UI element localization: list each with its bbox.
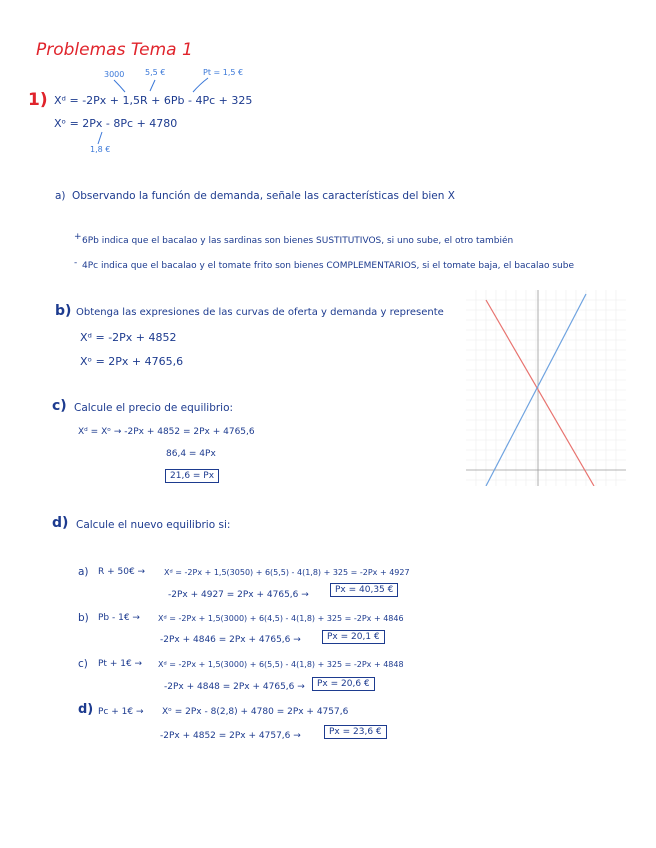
part-b-question: Obtenga las expresiones de las curvas de oferta y demanda y represente <box>76 307 444 318</box>
annotation-renta: 3000 <box>104 70 125 79</box>
part-d-item-eq2: -2Px + 4852 = 2Px + 4757,6 → <box>160 731 301 741</box>
part-d-item-eq2: -2Px + 4848 = 2Px + 4765,6 → <box>164 682 305 692</box>
demand-equation: Xᵈ = -2Px + 1,5R + 6Pb - 4Pc + 325 <box>54 94 253 107</box>
part-c-line-2: 86,4 = 4Px <box>166 449 216 459</box>
part-a-sign-1: + <box>74 232 82 242</box>
annotation-pb: 5,5 € <box>145 68 166 77</box>
part-a-sign-2: - <box>74 258 78 268</box>
part-a-question: Observando la función de demanda, señale las características del bien X <box>72 190 455 202</box>
part-d-label: d) <box>52 515 69 531</box>
demand-curve <box>486 300 594 486</box>
part-d-item-result: Px = 40,35 € <box>330 583 398 597</box>
part-d-item-cond: Pc + 1€ → <box>98 707 144 717</box>
part-d-item-eq1: Xᵈ = -2Px + 1,5(3050) + 6(5,5) - 4(1,8) + 325 = -2Px + 4927 <box>164 568 410 577</box>
annotation-pt: Pt = 1,5 € <box>203 68 244 77</box>
page-title: Problemas Tema 1 <box>36 40 193 60</box>
part-b-demand: Xᵈ = -2Px + 4852 <box>80 331 177 344</box>
part-d-item-cond: Pb - 1€ → <box>98 613 140 623</box>
part-d-item-eq1: Xᵈ = -2Px + 1,5(3000) + 6(5,5) - 4(1,8) + 325 = -2Px + 4848 <box>158 660 404 669</box>
part-d-item-label: b) <box>78 612 89 624</box>
part-d-item-result: Px = 23,6 € <box>324 725 387 739</box>
part-d-item-result: Px = 20,6 € <box>312 677 375 691</box>
part-c-result: 21,6 = Px <box>165 469 219 483</box>
problem-number: 1) <box>28 90 48 110</box>
part-d-item-label: d) <box>78 702 94 717</box>
part-d-item-cond: R + 50€ → <box>98 567 146 577</box>
annotation-pc: 1,8 € <box>90 145 111 154</box>
part-b-label: b) <box>55 303 72 319</box>
part-d-item-label: a) <box>78 566 89 578</box>
part-d-item-cond: Pt + 1€ → <box>98 659 143 669</box>
part-d-item-eq2: -2Px + 4927 = 2Px + 4765,6 → <box>168 590 309 600</box>
part-d-item-eq1: Xᵈ = -2Px + 1,5(3000) + 6(4,5) - 4(1,8) + 325 = -2Px + 4846 <box>158 614 404 623</box>
part-a-line-2: 4Pc indica que el bacalao y el tomate frito son bienes COMPLEMENTARIOS, si el tomate baja, el bacalao sube <box>82 261 574 271</box>
part-c-line-1: Xᵈ = Xᵒ → -2Px + 4852 = 2Px + 4765,6 <box>78 427 255 437</box>
supply-equation: Xᵒ = 2Px - 8Pc + 4780 <box>54 117 178 130</box>
part-d-item-result: Px = 20,1 € <box>322 630 385 644</box>
part-d-question: Calcule el nuevo equilibrio si: <box>76 519 231 531</box>
part-b-supply: Xᵒ = 2Px + 4765,6 <box>80 355 184 368</box>
supply-demand-graph <box>466 290 626 486</box>
part-a-label: a) <box>55 190 66 202</box>
part-c-question: Calcule el precio de equilibrio: <box>74 402 234 414</box>
part-d-item-eq1: Xᵒ = 2Px - 8(2,8) + 4780 = 2Px + 4757,6 <box>162 707 349 717</box>
part-a-line-1: 6Pb indica que el bacalao y las sardinas son bienes SUSTITUTIVOS, si uno sube, el otro también <box>82 236 514 246</box>
part-d-item-label: c) <box>78 658 88 670</box>
part-c-label: c) <box>52 398 67 414</box>
part-d-item-eq2: -2Px + 4846 = 2Px + 4765,6 → <box>160 635 301 645</box>
